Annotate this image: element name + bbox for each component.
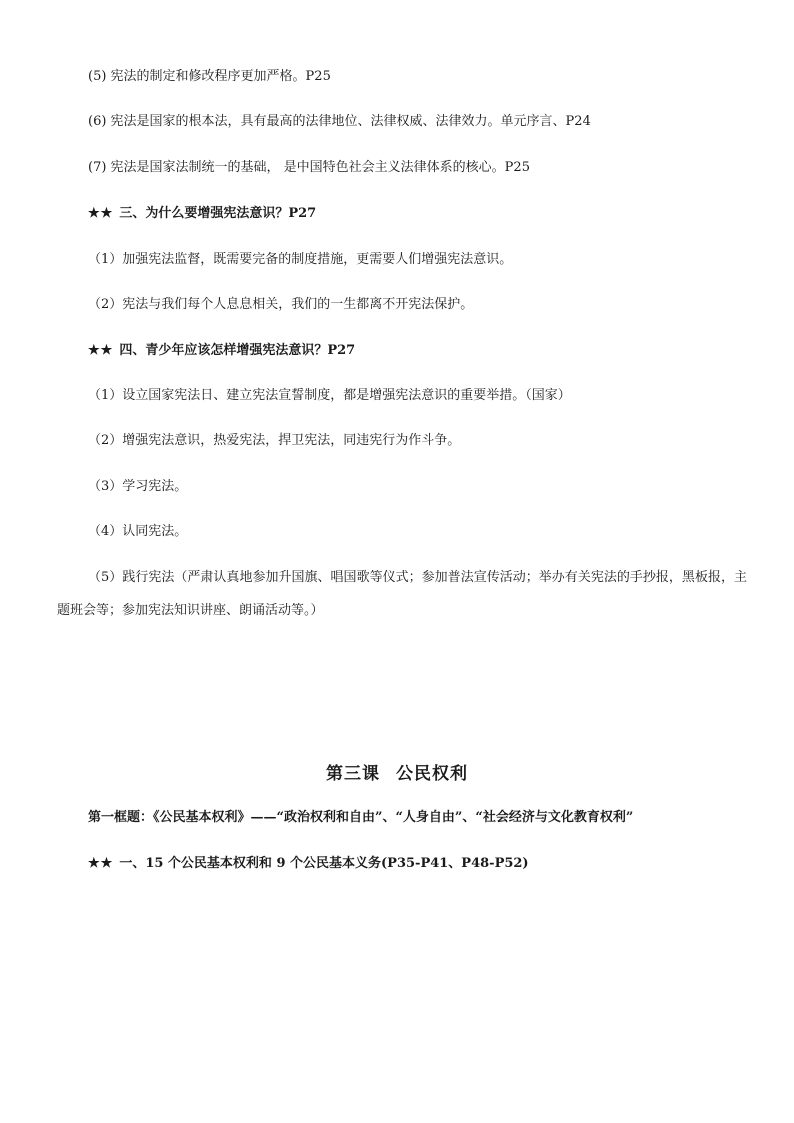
list-item-6: (6) 宪法是国家的根本法，具有最高的法律地位、法律权威、法律效力。单元序言、P24 [88, 114, 591, 129]
section4-item-2: （2）增强宪法意识，热爱宪法，捍卫宪法，同违宪行为作斗争。 [88, 433, 461, 448]
section-heading-1 [88, 855, 529, 873]
section4-item-5: （5）践行宪法（严肃认真地参加升国旗、唱国歌等仪式；参加普法宣传活动；举办有关宪法的手抄报，黑板报，主题班会等；参加宪法知识讲座、朗诵活动等。） [57, 570, 747, 618]
section-heading-4 [88, 342, 355, 360]
list-item-5: (5) 宪法的制定和修改程序更加严格。P25 [88, 69, 331, 84]
importance-stars: ★★ [88, 856, 114, 871]
section4-item-1: （1）设立国家宪法日、建立宪法宣誓制度，都是增强宪法意识的重要举措。（国家） [88, 388, 571, 403]
lesson-title [0, 763, 794, 785]
section4-item-3: （3）学习宪法。 [88, 479, 188, 494]
lesson-name: 公民权利 [396, 764, 468, 784]
section-heading-3-text: 三、为什么要增强宪法意识？P27 [119, 206, 317, 221]
list-item-7: (7) 宪法是国家法制统一的基础， 是中国特色社会主义法律体系的核心。P25 [88, 160, 530, 175]
section3-item-1: （1）加强宪法监督，既需要完备的制度措施，更需要人们增强宪法意识。 [88, 252, 513, 267]
section-heading-3 [88, 205, 316, 223]
section4-item-4: （4）认同宪法。 [88, 524, 188, 539]
subtopic-heading: 第一框题：《公民基本权利》——“政治权利和自由”、“人身自由”、“社会经济与文化教育权利” [88, 810, 634, 825]
section3-item-2: （2）宪法与我们每个人息息相关，我们的一生都离不开宪法保护。 [88, 297, 474, 312]
importance-stars: ★★ [88, 206, 114, 221]
lesson-number: 第三课 [326, 764, 380, 784]
section-heading-4-text: 四、青少年应该怎样增强宪法意识？P27 [119, 343, 356, 358]
importance-stars: ★★ [88, 343, 114, 358]
section-heading-1-text: 一、15 个公民基本权利和 9 个公民基本义务(P35-P41、P48-P52) [119, 856, 529, 871]
